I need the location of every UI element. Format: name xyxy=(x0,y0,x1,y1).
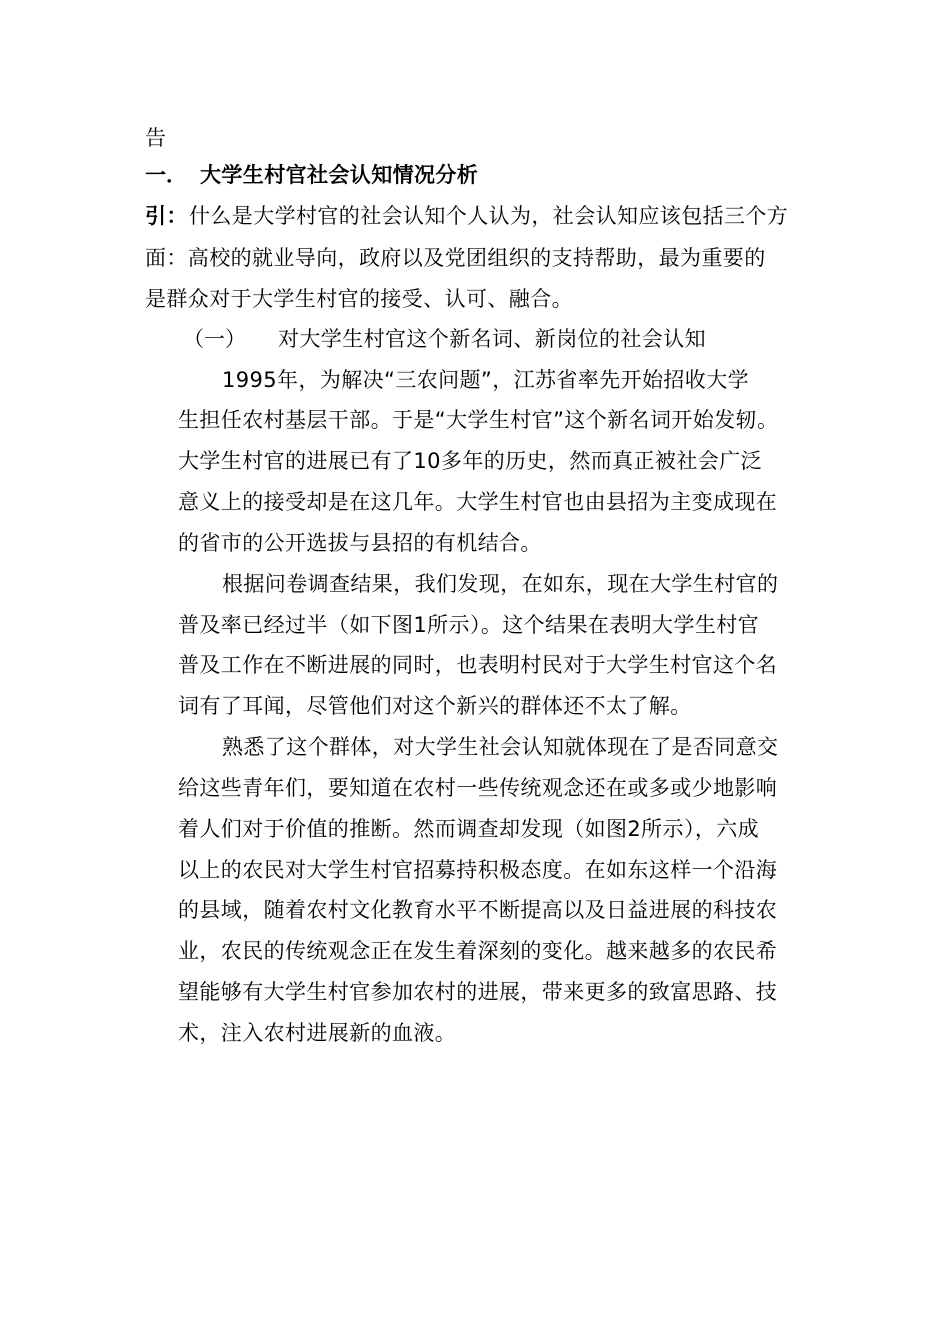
paragraph-line: 着人们对于价值的推断。然而调查却发现（如图2所示），六成 xyxy=(178,817,760,841)
intro-line: 是群众对于大学生村官的接受、认可、融合。 xyxy=(145,287,573,311)
page-fragment-text: 告 xyxy=(145,126,167,150)
paragraph-line: 生担任农村基层干部。于是“大学生村官”这个新名词开始发轫。 xyxy=(178,408,779,432)
subsection-number: （一） xyxy=(183,327,246,351)
subsection-title: 对大学生村官这个新名词、新岗位的社会认知 xyxy=(278,327,706,351)
paragraph-line: 望能够有大学生村官参加农村的进展，带来更多的致富思路、技 xyxy=(178,980,778,1004)
paragraph-line: 业，农民的传统观念正在发生着深刻的变化。越来越多的农民希 xyxy=(178,939,778,963)
paragraph-line: 普及工作在不断进展的同时，也表明村民对于大学生村官这个名 xyxy=(178,653,778,677)
intro-line: 面：高校的就业导向，政府以及党团组织的支持帮助，最为重要的 xyxy=(145,246,766,270)
paragraph-line: 意义上的接受却是在这几年。大学生村官也由县招为主变成现在 xyxy=(178,490,778,514)
section-title: 大学生村官社会认知情况分析 xyxy=(200,163,479,187)
paragraph-line: 的省市的公开选拔与县招的有机结合。 xyxy=(178,531,542,555)
paragraph-line: 1995年，为解决“三农问题”，江苏省率先开始招收大学 xyxy=(222,368,750,392)
paragraph-line: 的县域，随着农村文化教育水平不断提高以及日益进展的科技农 xyxy=(178,898,778,922)
paragraph-line: 术，注入农村进展新的血液。 xyxy=(178,1021,457,1045)
intro-line: 什么是大学村官的社会认知个人认为，社会认知应该包括三个方 xyxy=(189,204,789,228)
paragraph-line: 普及率已经过半（如下图1所示）。这个结果在表明大学生村官 xyxy=(178,613,760,637)
paragraph-line: 给这些青年们，要知道在农村一些传统观念还在或多或少地影响 xyxy=(178,776,778,800)
paragraph-line: 根据问卷调查结果，我们发现，在如东，现在大学生村官的 xyxy=(222,572,779,596)
paragraph-line: 熟悉了这个群体，对大学生社会认知就体现在了是否同意交 xyxy=(222,735,779,759)
paragraph-line: 大学生村官的进展已有了10多年的历史，然而真正被社会广泛 xyxy=(178,449,762,473)
paragraph-line: 以上的农民对大学生村官招募持积极态度。在如东这样一个沿海 xyxy=(178,858,778,882)
paragraph-line: 词有了耳闻，尽管他们对这个新兴的群体还不太了解。 xyxy=(178,694,692,718)
intro-label: 引： xyxy=(145,204,188,228)
section-number: 一． xyxy=(145,163,187,187)
